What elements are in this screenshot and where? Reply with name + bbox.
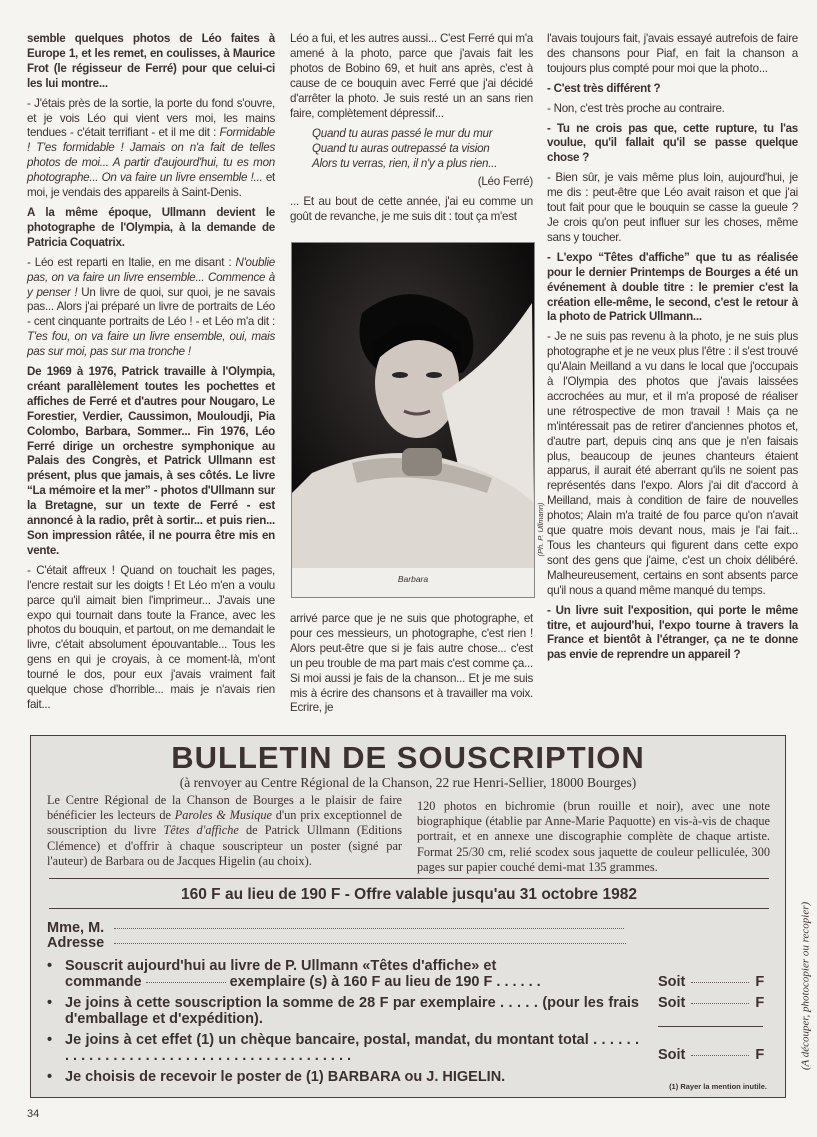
- currency-label: F: [755, 995, 765, 1011]
- text: semble quelques photos de Léo faites à Europe 1, et les remet, en coulisses, à Maurice Frot (le régisseur de Ferré) pour que celui-ci les lui montre...: [27, 32, 275, 90]
- footnote: (1) Rayer la mention inutile.: [669, 1082, 767, 1091]
- quantity-input-line[interactable]: [146, 981, 226, 983]
- text: et moi, je vendais des appareils à Saint-Denis.: [27, 171, 275, 200]
- photo-credit-text: (Ph. P. Ullmann): [536, 502, 545, 557]
- amount-field-total[interactable]: [658, 1047, 768, 1063]
- article-column-3: [547, 32, 798, 668]
- poem-author: (Léo Ferré): [477, 175, 533, 189]
- page-number: 34: [27, 1108, 40, 1120]
- amount-field-2[interactable]: [658, 995, 768, 1011]
- article-column-2: [290, 32, 533, 230]
- text: A la même époque, Ullmann devient le photographe de l'Olympia, à la demande de Patricia Coquatrix.: [27, 205, 275, 249]
- paragraph: Léo a fui, et les autres aussi... C'est Ferré qui m'a amené à la photo, parce que j'avais fait les photos de Bobino 69, et huit ans après, c'est à cause de ce bouquin avec Ferré que j'ai décidé d'arrêter la photo. Je suis resté un an sans rien faire, complètement dépressif...: [290, 32, 533, 120]
- quote-text: T'es fou, on va faire un livre ensemble, oui, mais pas sur moi, pas sur ma tronche !: [27, 330, 275, 359]
- soit-label: Soit: [658, 995, 686, 1011]
- item-text: commande: [65, 974, 142, 990]
- text: l'avais toujours fait, j'avais essayé autrefois de faire des chansons pour Piaf, en fait la chanson a toujours plus compté pour moi que la photo...: [547, 32, 798, 75]
- text: - Bien sûr, je vais même plus loin, aujourd'hui, je me dis : peut-être que Léo avait raison et que j'ai tout fait pour que le bouquin se casse la gueule ? Je crois qu'on peut influer sur les choses, même sans y toucher.: [547, 171, 798, 244]
- paragraph: [27, 564, 275, 713]
- text: - J'étais près de la sortie, la porte du fond s'ouvre, et je vois Léo qui vient vers moi, les mains tendues - c'était terrifiant - et il me dit :: [27, 96, 275, 140]
- question-paragraph: [547, 122, 798, 167]
- paragraph: arrivé parce que je ne suis que photographe, et pour ces messieurs, un photographe, c'est rien ! Alors peut-être que si je fais autre chose... c'est un peu trouble de ma part mais c'est comme ça... Si moi aussi je fais de la chanson... Et je me suis mis à écrire des chansons et à travailler ma voix. Ecrire, je: [290, 612, 533, 715]
- bullet: •: [47, 1032, 53, 1048]
- question-paragraph: [547, 82, 798, 97]
- subscription-form: [30, 735, 786, 1098]
- paragraph: [547, 102, 798, 117]
- photo-caption: Barbara: [397, 574, 429, 584]
- form-title: BULLETIN DE SOUSCRIPTION: [171, 740, 645, 775]
- text: - Léo est reparti en Italie, en me disant :: [27, 255, 236, 269]
- cut-out-note-text: (A découper, photocopier ou recopier): [799, 901, 812, 1071]
- poem-line: Quand tu auras outrepassé ta vision: [312, 142, 490, 156]
- paragraph: [27, 256, 275, 360]
- form-item-poster-choice[interactable]: [47, 1069, 747, 1085]
- form-item-shipping: [47, 995, 641, 1027]
- text: - C'était affreux ! Quand on touchait les pages, l'encre restait sur les doigts ! Et Léo m'en a voulu parce qu'il aimait bien l'imprimeur... J'avais une expo qui tournait dans toute la France, avec les photos du bouquin, et partout, on me demandait le livre, c'était absolument épouvantable... Tous les gens en qui je croyais, à ce moment-là, m'ont tourné le dos, pour eux j'avais vraiment fait quelque chose d'horrible... mais je n'avais rien fait...: [27, 563, 275, 711]
- paragraph: [27, 97, 275, 201]
- text: Un livre de quoi, sur quoi, je ne savais pas... Alors j'ai préparé un livre de portraits de Léo - cent cinquante portraits de Léo ! - et Léo m'a dit :: [27, 285, 275, 329]
- text: De 1969 à 1976, Patrick travaille à l'Olympia, créant parallèlement toutes les pochettes et affiches de Ferré et d'autres pour Nougaro, Le Forestier, Verdier, Caussimon, Mouloudji, Pia Colombo, Barbara, Sommer... Fin 1976, Léo Ferré dirige un orchestre symphonique au Palais des Congrès, et Patrick Ullmann est présent, plus que jamais, à ses côtés. Le livre “La mémoire et la mer” - photos d'Ullmann sur la Bretagne, sur un texte de Ferré - est annoncé à la radio, prêt à sortir... et puis rien... Son impression râtée, il ne pourra être mis en vente.: [27, 365, 275, 557]
- question-paragraph: [27, 206, 275, 251]
- poem-line: Quand tu auras passé le mur du mur: [312, 127, 493, 141]
- intro-text: Le Centre Régional de la Chanson de Bourges a le plaisir de faire bénéficier les lecteurs de: [47, 793, 402, 823]
- paragraph: [547, 330, 798, 598]
- sum-rule: [658, 1026, 763, 1027]
- item-text: exemplaire (s) à 160 F au lieu de 190 F . . . . . .: [229, 974, 541, 990]
- text: - Un livre suit l'exposition, qui porte le même titre, et aujourd'hui, l'expo tourne à travers la France et bientôt à l'étranger, ça ne te donne pas envie de reprendre un appareil ?: [547, 603, 798, 662]
- form-item-payment: [47, 1032, 641, 1064]
- intro-text: de Patrick Ullmann (Editions Clémence) et d'offrir à chaque souscripteur un poster (signé par l'auteur) de Barbara ou de Jacques Higelin (au choix).: [47, 823, 402, 868]
- intro-text: Paroles & Musique: [174, 808, 273, 823]
- currency-label: F: [755, 974, 765, 990]
- article-column-1: [27, 32, 275, 718]
- item-text: Souscrit aujourd'hui au livre de P. Ullmann «Têtes d'affiche» et: [65, 958, 497, 974]
- address-label: Adresse: [47, 935, 105, 951]
- quote-text: N'oublie pas, on va faire un livre ensemble... Commence à y penser !: [27, 255, 275, 299]
- photo-credit: [533, 470, 547, 590]
- question-paragraph: [27, 365, 275, 559]
- offer-banner: 160 F au lieu de 190 F - Offre valable jusqu'au 31 octobre 1982: [181, 886, 637, 903]
- paragraph: [547, 171, 798, 246]
- name-label: Mme, M.: [47, 920, 105, 936]
- currency-label: F: [755, 1047, 765, 1063]
- form-item-subscribe: [47, 958, 641, 990]
- form-intro-right: 120 photos en bichromie (brun rouille et noir), avec une note biographique (établie par Anne-Marie Paquotte) en vis-à-vis de chaque portrait, et en annexe une discographie complète de chaque artiste. Format 25/30 cm, relié scodex sous jaquette de couleur pelliculée, 300 pages sur papier couché demi-mat 135 grammes.: [417, 799, 770, 874]
- divider: [49, 908, 769, 909]
- name-field[interactable]: [47, 920, 624, 936]
- soit-label: Soit: [658, 1047, 686, 1063]
- form-subtitle: (à renvoyer au Centre Régional de la Chanson, 22 rue Henri-Sellier, 18000 Bourges): [179, 775, 637, 790]
- bullet: •: [47, 958, 53, 974]
- article-column-2-continued: [290, 612, 533, 716]
- text: - Non, c'est très proche au contraire.: [547, 101, 725, 115]
- item-text: Je choisis de recevoir le poster de (1) BARBARA ou J. HIGELIN.: [65, 1069, 506, 1085]
- paragraph: ... Et au bout de cette année, j'ai eu comme un goût de revanche, je me suis dit : tout ça m'est: [290, 195, 533, 224]
- portrait-image: [292, 243, 534, 568]
- name-input-line[interactable]: [114, 927, 624, 929]
- intro-text: d'un prix exceptionnel de souscription du livre: [47, 808, 403, 838]
- intro-text: Têtes d'affiche: [163, 823, 239, 838]
- soit-label: Soit: [658, 974, 686, 990]
- poem-line: Alors tu verras, rien, il n'y a plus rien...: [312, 157, 498, 171]
- question-paragraph: [547, 251, 798, 326]
- amount-field-1[interactable]: [658, 974, 768, 990]
- question-paragraph: [27, 32, 275, 92]
- barbara-photo: [291, 242, 535, 598]
- text: - L'expo “Têtes d'affiche” que tu as réalisée pour le dernier Printemps de Bourges a été un événement à double titre : le premier c'est la création elle-même, le second, c'est le retour à la photo de Patrick Ullmann...: [547, 250, 798, 324]
- item-text: Je joins à cette souscription la somme de 28 F par exemplaire . . . . . (pour les frais d'emballage et d'expédition).: [65, 995, 639, 1027]
- address-field[interactable]: [47, 935, 626, 951]
- poem-quote: [290, 126, 533, 171]
- divider: [49, 878, 769, 879]
- bullet: •: [47, 1069, 53, 1085]
- text: - Tu ne crois pas que, cette rupture, tu l'as voulue, qu'il fallait qu'il se passe quelque chose ?: [547, 121, 798, 165]
- address-input-line[interactable]: [114, 942, 626, 944]
- bullet: •: [47, 995, 53, 1011]
- question-paragraph: [547, 604, 798, 664]
- text: - Je ne suis pas revenu à la photo, je ne suis plus photographe et je ne veux plus l'être : il s'est trouvé qu'Alain Meilland a vu dans le local que j'occupais à l'Olympia des photos que j'avais laissées accrochées au mur, et il m'a proposé de réaliser une rétrospective de mon travail ! Mais ça ne m'intéressait pas de retirer d'anciennes photos et, d'autre part, depuis cinq ans que je n'en faisais plus, beaucoup de jeunes chanteurs étaient apparus, il aurait été aberrant qu'ils ne soient pas représentés dans l'expo. Alors j'ai dit d'accord à Meilland, mais à condition de faire de nouvelles photos; Alain m'a traité de fou parce qu'on n'avait que quatre mois devant nous, mais je l'ai fait... Tous les chanteurs qui figurent dans cette expo sont des gens que j'aime, c'est un choix délibéré. Malheureusement, certains en sont absents parce qu'il nous a quand même manqué du temps.: [547, 330, 798, 597]
- item-text: Je joins à cet effet (1) un chèque bancaire, postal, mandat, du montant total . . . . . . . . . . . . . . . . . . . . . . . . . . . . . . . . . . . . . . . . . .: [65, 1032, 639, 1064]
- quote-text: Formidable ! T'es formidable ! Jamais on n'a fait de telles photos de moi... A partir d'aujourd'hui, tu es mon photographe... On va faire un livre ensemble !...: [27, 126, 275, 185]
- paragraph: [547, 32, 798, 77]
- cut-out-note: [798, 870, 814, 1105]
- text: - C'est très différent ?: [547, 81, 661, 95]
- form-intro-left: [47, 793, 402, 869]
